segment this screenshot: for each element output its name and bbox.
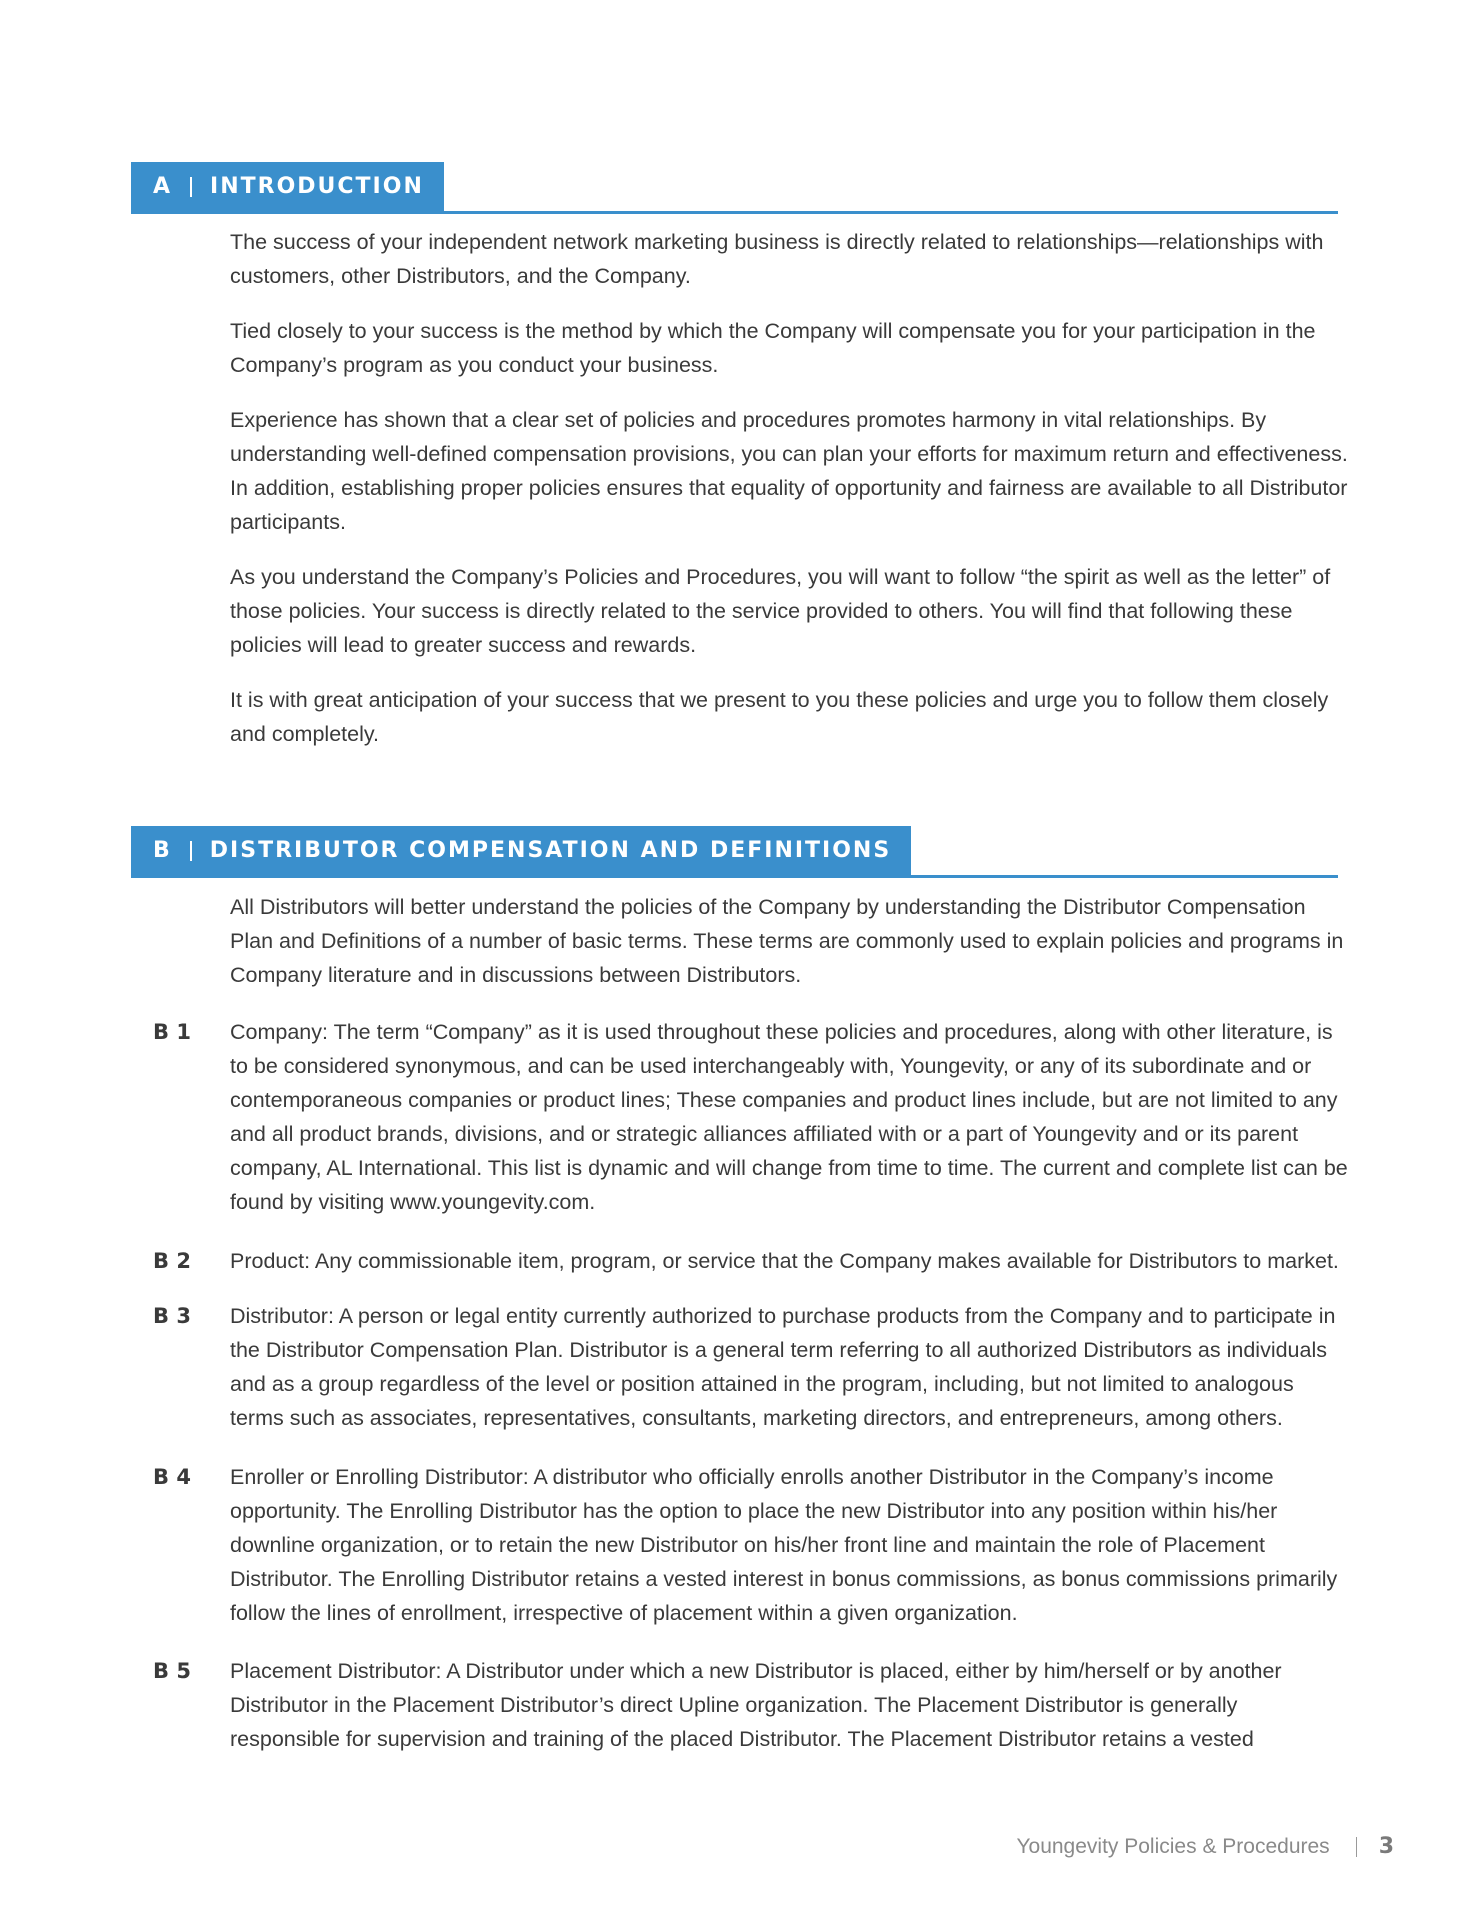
definition-text: Company: The term “Company” as it is used throughout these policies and procedures, along with other literature, is to be considered synonymous, and can be used interchangeably with, Youngevity, or any of its subordinate and or contemporaneous companies or product lines; These companies and product lines include, but are not limited to any and all product brands, divisions, and or strategic alliances affiliated with or a part of Youngevity and or its parent company, AL International. This list is dynamic and will change from time to time. The current and complete list can be found by visiting www.youngevity.com. <box>230 1020 1348 1214</box>
definition-label: B 1 <box>153 1020 191 1044</box>
section-a-paragraph-3: Experience has shown that a clear set of policies and procedures promotes harmony in vital relationships. By understanding well-defined compensation provisions, you can plan your efforts for maximum return and effectiveness. In addition, establishing proper policies ensures that equality of opportunity and fairness are available to all Distributor participants. <box>230 408 1348 534</box>
definition-text: Distributor: A person or legal entity currently authorized to purchase products from the Company and to participate in the Distributor Compensation Plan. Distributor is a general term referring to all authorized Distributors as individuals and as a group regardless of the level or position attained in the program, including, but not limited to analogous terms such as associates, representatives, consultants, marketing directors, and entrepreneurs, among others. <box>230 1304 1336 1430</box>
section-a-tab <box>131 162 444 211</box>
section-a-paragraph-1: The success of your independent network marketing business is directly related to relationships—relationships with customers, other Distributors, and the Company. <box>230 230 1324 288</box>
section-separator <box>190 841 192 861</box>
section-a-paragraph-4: As you understand the Company’s Policies and Procedures, you will want to follow “the spirit as well as the letter” of those policies. Your success is directly related to the service provided to others. You will find that following these policies will lead to greater success and rewards. <box>230 565 1331 657</box>
section-a-title: INTRODUCTION <box>210 174 424 199</box>
page-footer <box>1016 1834 1394 1859</box>
definition-label: B 5 <box>153 1659 191 1683</box>
definition-label: B 4 <box>153 1465 191 1489</box>
section-b-header <box>131 826 1338 878</box>
section-b-tab <box>131 826 911 875</box>
definition-text: Placement Distributor: A Distributor under which a new Distributor is placed, either by him/herself or by another Distributor in the Placement Distributor’s direct Upline organization. The Placement Distributor is generally responsible for supervision and training of the placed Distributor. The Placement Distributor retains a vested <box>230 1659 1282 1751</box>
definition-label: B 2 <box>153 1249 191 1273</box>
section-b-intro: All Distributors will better understand the policies of the Company by understanding the Distributor Compensation Plan and Definitions of a number of basic terms. These terms are commonly used to explain policies and programs in Company literature and in discussions between Distributors. <box>230 895 1344 987</box>
page-number: 3 <box>1378 1834 1394 1859</box>
section-a-paragraph-2: Tied closely to your success is the method by which the Company will compensate you for your participation in the Company’s program as you conduct your business. <box>230 319 1316 377</box>
footer-divider <box>1356 1837 1357 1857</box>
footer-title: Youngevity Policies & Procedures <box>1016 1834 1330 1858</box>
section-b-title: DISTRIBUTOR COMPENSATION AND DEFINITIONS <box>209 838 892 863</box>
definition-text: Product: Any commissionable item, program, or service that the Company makes available for Distributors to market. <box>230 1249 1339 1273</box>
definition-text: Enroller or Enrolling Distributor: A distributor who officially enrolls another Distributor in the Company’s income opportunity. The Enrolling Distributor has the option to place the new Distributor into any position within his/her downline organization, or to retain the new Distributor on his/her front line and maintain the role of Placement Distributor. The Enrolling Distributor retains a vested interest in bonus commissions, as bonus commissions primarily follow the lines of enrollment, irrespective of placement within a given organization. <box>230 1465 1338 1625</box>
section-a-body <box>230 225 1348 772</box>
section-a-paragraph-5: It is with great anticipation of your success that we present to you these policies and urge you to follow them closely and completely. <box>230 688 1329 746</box>
section-a-letter: A <box>153 174 173 199</box>
section-a-header <box>131 162 1338 214</box>
definition-label: B 3 <box>153 1304 191 1328</box>
section-b-letter: B <box>153 838 172 863</box>
section-separator <box>190 177 192 197</box>
